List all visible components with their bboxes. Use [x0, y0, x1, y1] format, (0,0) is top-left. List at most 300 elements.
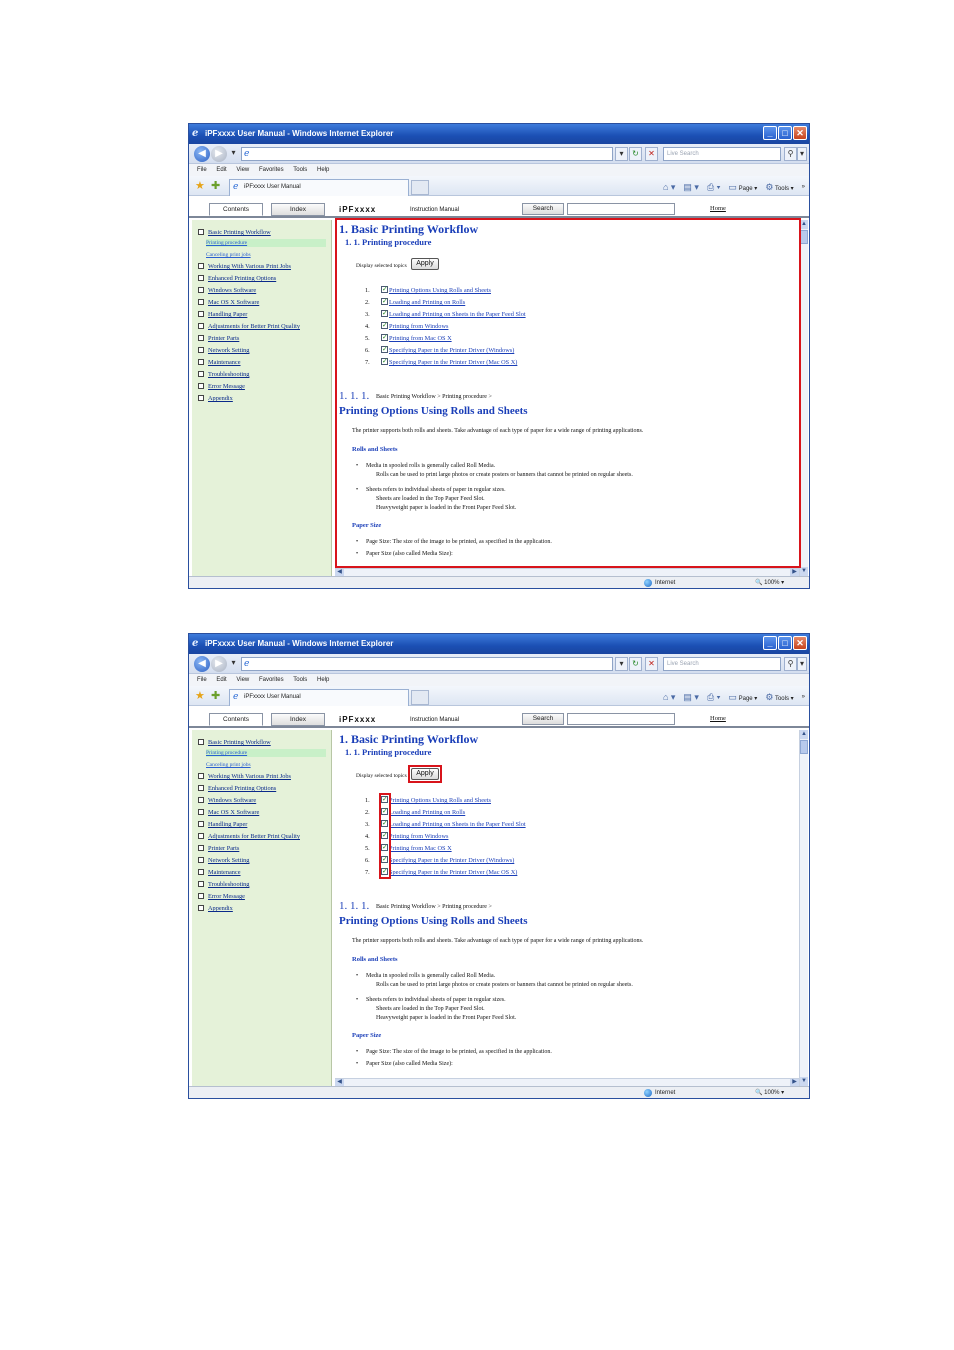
bullet-text: Heavyweight paper is loaded in the Front Paper Feed Slot. — [376, 505, 517, 511]
topic-checkbox[interactable] — [381, 358, 388, 365]
sidebar-item-enhanced-printing[interactable] — [198, 784, 276, 794]
expand-icon[interactable] — [198, 323, 204, 329]
menu-edit[interactable]: Edit — [216, 167, 227, 173]
topic-link[interactable]: Printing Options Using Rolls and Sheets — [389, 797, 491, 804]
apply-button[interactable]: Apply — [411, 258, 439, 270]
expand-icon[interactable] — [198, 287, 204, 293]
sidebar-item-label: Network Setting — [208, 347, 250, 354]
sidebar-item-label: Basic Printing Workflow — [208, 739, 271, 746]
search-icon[interactable]: ⚲ — [784, 657, 797, 671]
topic-item — [365, 358, 517, 368]
topic-link[interactable]: Printing from Mac OS X — [389, 845, 452, 852]
section-number: 1. 1. 1. — [339, 390, 370, 402]
address-input[interactable] — [241, 147, 613, 161]
scroll-right-icon[interactable]: ▶ — [790, 569, 799, 576]
feeds-icon[interactable]: ▤ ▾ — [683, 182, 699, 192]
topic-link[interactable]: Printing Options Using Rolls and Sheets — [389, 287, 491, 294]
expand-icon[interactable] — [198, 809, 204, 815]
favorites-star-icon[interactable]: ★ — [195, 180, 205, 192]
browser-tab[interactable] — [229, 179, 409, 196]
scroll-thumb[interactable] — [800, 230, 808, 244]
new-tab-button[interactable] — [411, 180, 429, 195]
expand-icon[interactable] — [198, 821, 204, 827]
topic-number: 6. — [365, 857, 370, 864]
home-link[interactable]: Home — [710, 205, 726, 212]
page-title: 1. Basic Printing Workflow — [339, 222, 479, 236]
topic-item — [365, 286, 491, 296]
sidebar-item-network-setting[interactable] — [198, 856, 249, 866]
scroll-thumb[interactable] — [800, 740, 808, 754]
topic-link[interactable]: Loading and Printing on Rolls — [389, 299, 466, 306]
address-input[interactable] — [241, 657, 613, 671]
sidebar-item-label: Handling Paper — [208, 311, 248, 318]
display-topics-label: Display selected topics — [356, 263, 407, 269]
sidebar-item-label: Appendix — [208, 395, 233, 402]
browser-window-2 — [188, 633, 810, 1099]
bullet-text: Sheets are loaded in the Top Paper Feed Slot. — [376, 1006, 485, 1012]
page-icon: e — [244, 659, 250, 669]
search-input[interactable] — [567, 713, 675, 725]
sidebar-subitem-printing-procedure[interactable]: Printing procedure — [206, 239, 326, 247]
sidebar-item-appendix[interactable] — [198, 394, 233, 404]
chevron-more-icon[interactable]: » — [801, 694, 805, 700]
window-title: iPFxxxx User Manual - Windows Internet Explorer — [205, 129, 394, 138]
sidebar-item-enhanced-printing[interactable] — [198, 274, 276, 284]
window-title: iPFxxxx User Manual - Windows Internet Explorer — [205, 639, 394, 648]
bullet-text: • Sheets refers to individual sheets of paper in regular sizes. — [366, 486, 506, 495]
section-number: 1. 1. 1. — [339, 900, 370, 912]
search-options-icon[interactable]: ▾ — [797, 657, 807, 671]
topic-link[interactable]: Loading and Printing on Rolls — [389, 809, 466, 816]
search-icon[interactable]: ⚲ — [784, 147, 797, 161]
sidebar-item-label: Mac OS X Software — [208, 299, 260, 306]
sidebar-item-adjustments[interactable] — [198, 322, 300, 332]
topic-number: 3. — [365, 821, 370, 828]
scroll-down-icon[interactable]: ▼ — [801, 568, 807, 574]
zone-label: Internet — [655, 580, 676, 586]
tab-contents[interactable]: Contents — [209, 203, 263, 216]
sidebar-item-maintenance[interactable] — [198, 868, 241, 878]
sidebar — [192, 220, 332, 576]
topic-item — [365, 796, 491, 806]
vertical-scrollbar[interactable] — [799, 220, 808, 576]
rolls-sheets-heading: Rolls and Sheets — [352, 956, 398, 963]
tab-index[interactable]: Index — [271, 203, 325, 216]
brand-label: iPFxxxx — [339, 205, 377, 214]
sidebar-item-printer-parts[interactable] — [198, 334, 239, 344]
menu-bar — [189, 164, 809, 176]
window-controls — [763, 126, 807, 142]
topic-number: 2. — [365, 809, 370, 816]
display-topics-label: Display selected topics — [356, 773, 407, 779]
sidebar-item-label: Enhanced Printing Options — [208, 275, 277, 282]
scroll-left-icon[interactable]: ◀ — [335, 1079, 344, 1086]
sidebar-item-label: Error Message — [208, 893, 245, 900]
sidebar-item-label: Maintenance — [208, 359, 241, 366]
bullet-text: Rolls can be used to print large photos or create posters or banners that cannot be printed on regular sheets. — [376, 472, 633, 478]
topic-checkbox[interactable] — [381, 868, 388, 875]
expand-icon[interactable] — [198, 869, 204, 875]
scroll-up-icon[interactable]: ▲ — [801, 731, 807, 737]
expand-icon[interactable] — [198, 229, 204, 235]
topic-link[interactable]: Printing from Windows — [389, 833, 449, 840]
menu-tools[interactable]: Tools — [293, 677, 308, 683]
page-subtitle: 1. 1. Printing procedure — [345, 237, 432, 247]
sidebar-subitem-canceling-print-jobs[interactable]: Canceling print jobs — [206, 252, 251, 258]
topic-item — [365, 334, 452, 344]
topic-item — [365, 346, 514, 356]
address-dropdown-icon[interactable]: ▾ — [615, 147, 628, 161]
expand-icon[interactable] — [198, 347, 204, 353]
topic-checkbox[interactable] — [381, 322, 388, 329]
topic-number: 7. — [365, 359, 370, 366]
page-menu[interactable]: ▭ Page ▾ — [728, 692, 758, 702]
sidebar-item-windows-software[interactable] — [198, 796, 256, 806]
topic-item — [365, 322, 448, 332]
menu-file[interactable]: File — [197, 677, 207, 683]
scroll-down-icon[interactable]: ▼ — [801, 1078, 807, 1084]
topic-item — [365, 856, 514, 866]
topic-number: 5. — [365, 335, 370, 342]
tools-menu[interactable]: ⚙ Tools ▾ — [765, 182, 794, 192]
header-divider — [189, 216, 809, 218]
topic-link[interactable]: Printing from Mac OS X — [389, 335, 452, 342]
favorites-bar — [189, 686, 809, 706]
topic-number: 5. — [365, 845, 370, 852]
bullet-text: Heavyweight paper is loaded in the Front Paper Feed Slot. — [376, 1015, 517, 1021]
topic-link[interactable]: Loading and Printing on Sheets in the Paper Feed Slot — [389, 821, 526, 828]
breadcrumb: Basic Printing Workflow > Printing procedure > — [376, 904, 492, 910]
menu-favorites[interactable]: Favorites — [258, 167, 284, 173]
address-bar — [189, 144, 809, 164]
topic-checkbox[interactable] — [381, 796, 388, 803]
back-icon[interactable]: ◀ — [194, 146, 210, 162]
topic-link[interactable]: Specifying Paper in the Printer Driver (Mac OS X) — [389, 359, 518, 366]
rolls-sheets-heading: Rolls and Sheets — [352, 446, 398, 453]
expand-icon[interactable] — [198, 785, 204, 791]
sidebar-item-maintenance[interactable] — [198, 358, 241, 368]
internet-zone-icon — [644, 579, 652, 587]
favorites-bar — [189, 176, 809, 196]
topic-number: 1. — [365, 287, 370, 294]
page-title: 1. Basic Printing Workflow — [339, 732, 479, 746]
bullet-text: • Media in spooled rolls is generally called Roll Media. — [366, 462, 495, 471]
menu-file[interactable]: File — [197, 167, 207, 173]
expand-icon[interactable] — [198, 881, 204, 887]
sidebar-item-label: Maintenance — [208, 869, 241, 876]
expand-icon[interactable] — [198, 311, 204, 317]
print-icon[interactable]: ⎙ ▾ — [706, 692, 721, 702]
title-bar — [189, 124, 809, 144]
page-menu-icon: ▭ — [728, 182, 737, 192]
print-icon[interactable]: ⎙ ▾ — [706, 182, 721, 192]
sidebar-item-label: Printer Parts — [208, 335, 240, 342]
live-search-input[interactable]: Live Search — [663, 147, 781, 161]
sidebar-item-label: Working With Various Print Jobs — [208, 263, 291, 270]
topic-number: 4. — [365, 833, 370, 840]
sidebar-item-label: Windows Software — [208, 797, 257, 804]
browser-window-1 — [188, 123, 810, 589]
menu-view[interactable]: View — [236, 167, 250, 173]
topic-link[interactable]: Specifying Paper in the Printer Driver (Windows) — [389, 347, 515, 354]
expand-icon[interactable] — [198, 893, 204, 899]
sidebar-item-printer-parts[interactable] — [198, 844, 239, 854]
search-options-icon[interactable]: ▾ — [797, 147, 807, 161]
tools-menu-label: Tools — [774, 186, 789, 192]
sidebar-item-label: Working With Various Print Jobs — [208, 773, 291, 780]
topic-checkbox[interactable] — [381, 310, 388, 317]
sidebar-item-basic-printing-workflow[interactable] — [198, 738, 271, 748]
bullet-text: • Page Size: The size of the image to be printed, as specified in the application. — [366, 538, 552, 547]
search-button[interactable]: Search — [522, 713, 564, 725]
topic-item — [365, 844, 452, 854]
sidebar-item-appendix[interactable] — [198, 904, 233, 914]
topic-checkbox[interactable] — [381, 832, 388, 839]
manual-header — [189, 713, 809, 727]
forward-icon[interactable]: ▶ — [211, 146, 227, 162]
sidebar-item-error-message[interactable] — [198, 892, 245, 902]
tab-index[interactable]: Index — [271, 713, 325, 726]
page-menu-label: Page — [738, 186, 753, 192]
topic-checkbox[interactable] — [381, 856, 388, 863]
sidebar-item-label: Mac OS X Software — [208, 809, 260, 816]
expand-icon[interactable] — [198, 395, 204, 401]
content-pane — [335, 220, 799, 576]
gear-icon: ⚙ — [765, 182, 774, 192]
bullet-text: Rolls can be used to print large photos or create posters or banners that cannot be printed on regular sheets. — [376, 982, 633, 988]
topic-checkbox[interactable] — [381, 808, 388, 815]
back-icon[interactable]: ◀ — [194, 656, 210, 672]
stop-icon[interactable]: ✕ — [645, 657, 658, 671]
tab-title: iPFxxxx User Manual — [244, 694, 301, 700]
address-bar — [189, 654, 809, 674]
menu-favorites[interactable]: Favorites — [258, 677, 284, 683]
sidebar-item-mac-software[interactable] — [198, 298, 259, 308]
close-button[interactable]: ✕ — [793, 126, 807, 140]
expand-icon[interactable] — [198, 905, 204, 911]
favorites-star-icon[interactable]: ★ — [195, 690, 205, 702]
sidebar-item-label: Error Message — [208, 383, 245, 390]
bullet-text: • Paper Size (also called Media Size): — [366, 1060, 453, 1069]
apply-button[interactable]: Apply — [411, 768, 439, 780]
breadcrumb: Basic Printing Workflow > Printing procedure > — [376, 394, 492, 400]
sidebar-item-handling-paper[interactable] — [198, 820, 247, 830]
sidebar-item-label: Handling Paper — [208, 821, 248, 828]
sidebar-item-label: Troubleshooting — [208, 371, 250, 378]
internet-zone-icon — [644, 1089, 652, 1097]
sidebar — [192, 730, 332, 1086]
content-pane — [335, 730, 799, 1086]
topic-checkbox[interactable] — [381, 334, 388, 341]
sidebar-item-label: Windows Software — [208, 287, 257, 294]
horizontal-scrollbar[interactable] — [335, 1078, 799, 1086]
section-title: Printing Options Using Rolls and Sheets — [339, 915, 528, 927]
status-bar — [189, 1086, 809, 1099]
topic-number: 6. — [365, 347, 370, 354]
expand-icon[interactable] — [198, 275, 204, 281]
menu-edit[interactable]: Edit — [216, 677, 227, 683]
section-title: Printing Options Using Rolls and Sheets — [339, 405, 528, 417]
menu-view[interactable]: View — [236, 677, 250, 683]
topic-link[interactable]: Specifying Paper in the Printer Driver (Windows) — [389, 857, 515, 864]
sidebar-item-label: Appendix — [208, 905, 233, 912]
sidebar-item-adjustments[interactable] — [198, 832, 300, 842]
page-menu[interactable]: ▭ Page ▾ — [728, 182, 758, 192]
intro-paragraph: The printer supports both rolls and sheets. Take advantage of each type of paper for a wide range of printing applications. — [352, 428, 644, 434]
expand-icon[interactable] — [198, 773, 204, 779]
sidebar-item-various-print-jobs[interactable] — [198, 262, 291, 272]
expand-icon[interactable] — [198, 263, 204, 269]
sidebar-item-network-setting[interactable] — [198, 346, 249, 356]
topic-checkbox[interactable] — [381, 286, 388, 293]
window-controls — [763, 636, 807, 652]
sidebar-item-label: Troubleshooting — [208, 881, 250, 888]
menu-help[interactable]: Help — [316, 167, 330, 173]
add-favorites-icon[interactable]: ✚ — [211, 690, 221, 702]
sidebar-item-troubleshooting[interactable] — [198, 880, 249, 890]
manual-label: Instruction Manual — [410, 207, 460, 213]
topic-checkbox[interactable] — [381, 844, 388, 851]
intro-paragraph: The printer supports both rolls and sheets. Take advantage of each type of paper for a wide range of printing applications. — [352, 938, 644, 944]
topic-checkbox[interactable] — [381, 298, 388, 305]
expand-icon[interactable] — [198, 797, 204, 803]
history-dropdown-icon[interactable]: ▾ — [231, 658, 236, 667]
forward-icon[interactable]: ▶ — [211, 656, 227, 672]
horizontal-scrollbar[interactable] — [335, 568, 799, 576]
command-bar — [663, 180, 805, 194]
expand-icon[interactable] — [198, 857, 204, 863]
scroll-up-icon[interactable]: ▲ — [801, 221, 807, 227]
refresh-icon[interactable]: ↻ — [629, 147, 642, 161]
topic-item — [365, 868, 517, 878]
bullet-text: • Media in spooled rolls is generally called Roll Media. — [366, 972, 495, 981]
minimize-button[interactable]: _ — [763, 636, 777, 650]
sidebar-item-troubleshooting[interactable] — [198, 370, 249, 380]
page-subtitle: 1. 1. Printing procedure — [345, 747, 432, 757]
topic-item — [365, 820, 526, 830]
feeds-icon[interactable]: ▤ ▾ — [683, 692, 699, 702]
zone-label: Internet — [655, 1090, 676, 1096]
maximize-button[interactable]: □ — [778, 636, 792, 650]
browser-tab[interactable] — [229, 689, 409, 706]
topic-item — [365, 832, 448, 842]
home-icon[interactable]: ⌂ ▾ — [662, 692, 676, 702]
brand-label: iPFxxxx — [339, 715, 377, 724]
sidebar-item-handling-paper[interactable] — [198, 310, 247, 320]
vertical-scrollbar[interactable] — [799, 730, 808, 1086]
zoom-level[interactable]: 🔍 100% ▾ — [755, 580, 785, 586]
scroll-left-icon[interactable]: ◀ — [335, 569, 344, 576]
expand-icon[interactable] — [198, 335, 204, 341]
bullet-text: • Sheets refers to individual sheets of paper in regular sizes. — [366, 996, 506, 1005]
new-tab-button[interactable] — [411, 690, 429, 705]
zoom-value: 100% — [764, 1090, 780, 1096]
bullet-text: • Page Size: The size of the image to be printed, as specified in the application. — [366, 1048, 552, 1057]
expand-icon[interactable] — [198, 359, 204, 365]
ie-logo-icon: e — [192, 128, 199, 139]
search-input[interactable] — [567, 203, 675, 215]
history-dropdown-icon[interactable]: ▾ — [231, 148, 236, 157]
tools-menu[interactable]: ⚙ Tools ▾ — [765, 692, 794, 702]
topic-item — [365, 298, 465, 308]
maximize-button[interactable]: □ — [778, 126, 792, 140]
command-bar — [663, 690, 805, 704]
address-dropdown-icon[interactable]: ▾ — [615, 657, 628, 671]
sidebar-item-label: Printer Parts — [208, 845, 240, 852]
paper-size-heading: Paper Size — [352, 522, 382, 529]
tab-contents[interactable]: Contents — [209, 713, 263, 726]
topic-link[interactable]: Loading and Printing on Sheets in the Paper Feed Slot — [389, 311, 526, 318]
topic-number: 4. — [365, 323, 370, 330]
sidebar-item-windows-software[interactable] — [198, 286, 256, 296]
topic-checkbox[interactable] — [381, 346, 388, 353]
minimize-button[interactable]: _ — [763, 126, 777, 140]
topic-link[interactable]: Specifying Paper in the Printer Driver (Mac OS X) — [389, 869, 518, 876]
ie-logo-icon: e — [192, 638, 199, 649]
refresh-icon[interactable]: ↻ — [629, 657, 642, 671]
topic-number: 7. — [365, 869, 370, 876]
bullet-text: Sheets are loaded in the Top Paper Feed Slot. — [376, 496, 485, 502]
sidebar-subitem-printing-procedure[interactable]: Printing procedure — [206, 749, 326, 757]
sidebar-item-mac-software[interactable] — [198, 808, 259, 818]
page-menu-label: Page — [738, 696, 753, 702]
topic-checkbox[interactable] — [381, 820, 388, 827]
scroll-right-icon[interactable]: ▶ — [790, 1079, 799, 1086]
expand-icon[interactable] — [198, 833, 204, 839]
tools-menu-label: Tools — [774, 696, 789, 702]
sidebar-item-various-print-jobs[interactable] — [198, 772, 291, 782]
paper-size-heading: Paper Size — [352, 1032, 382, 1039]
sidebar-item-label: Basic Printing Workflow — [208, 229, 271, 236]
sidebar-item-basic-printing-workflow[interactable] — [198, 228, 271, 238]
add-favorites-icon[interactable]: ✚ — [211, 180, 221, 192]
topic-number: 3. — [365, 311, 370, 318]
header-divider — [189, 726, 809, 728]
manual-label: Instruction Manual — [410, 717, 460, 723]
gear-icon: ⚙ — [765, 692, 774, 702]
stop-icon[interactable]: ✕ — [645, 147, 658, 161]
close-button[interactable]: ✕ — [793, 636, 807, 650]
expand-icon[interactable] — [198, 739, 204, 745]
expand-icon[interactable] — [198, 845, 204, 851]
menu-help[interactable]: Help — [316, 677, 330, 683]
tab-page-icon: e — [233, 182, 239, 192]
live-search-input[interactable]: Live Search — [663, 657, 781, 671]
sidebar-item-error-message[interactable] — [198, 382, 245, 392]
topic-number: 1. — [365, 797, 370, 804]
title-bar — [189, 634, 809, 654]
page-icon: e — [244, 149, 250, 159]
topic-link[interactable]: Printing from Windows — [389, 323, 449, 330]
menu-tools[interactable]: Tools — [293, 167, 308, 173]
home-link[interactable]: Home — [710, 715, 726, 722]
zoom-level[interactable]: 🔍 100% ▾ — [755, 1090, 785, 1096]
chevron-more-icon[interactable]: » — [801, 184, 805, 190]
sidebar-item-label: Network Setting — [208, 857, 250, 864]
expand-icon[interactable] — [198, 371, 204, 377]
menu-bar — [189, 674, 809, 686]
expand-icon[interactable] — [198, 383, 204, 389]
search-button[interactable]: Search — [522, 203, 564, 215]
topic-item — [365, 310, 526, 320]
expand-icon[interactable] — [198, 299, 204, 305]
home-icon[interactable]: ⌂ ▾ — [662, 182, 676, 192]
bullet-text: • Paper Size (also called Media Size): — [366, 550, 453, 559]
sidebar-subitem-canceling-print-jobs[interactable]: Canceling print jobs — [206, 762, 251, 768]
sidebar-item-label: Adjustments for Better Print Quality — [208, 833, 300, 840]
manual-header — [189, 203, 809, 217]
topic-number: 2. — [365, 299, 370, 306]
